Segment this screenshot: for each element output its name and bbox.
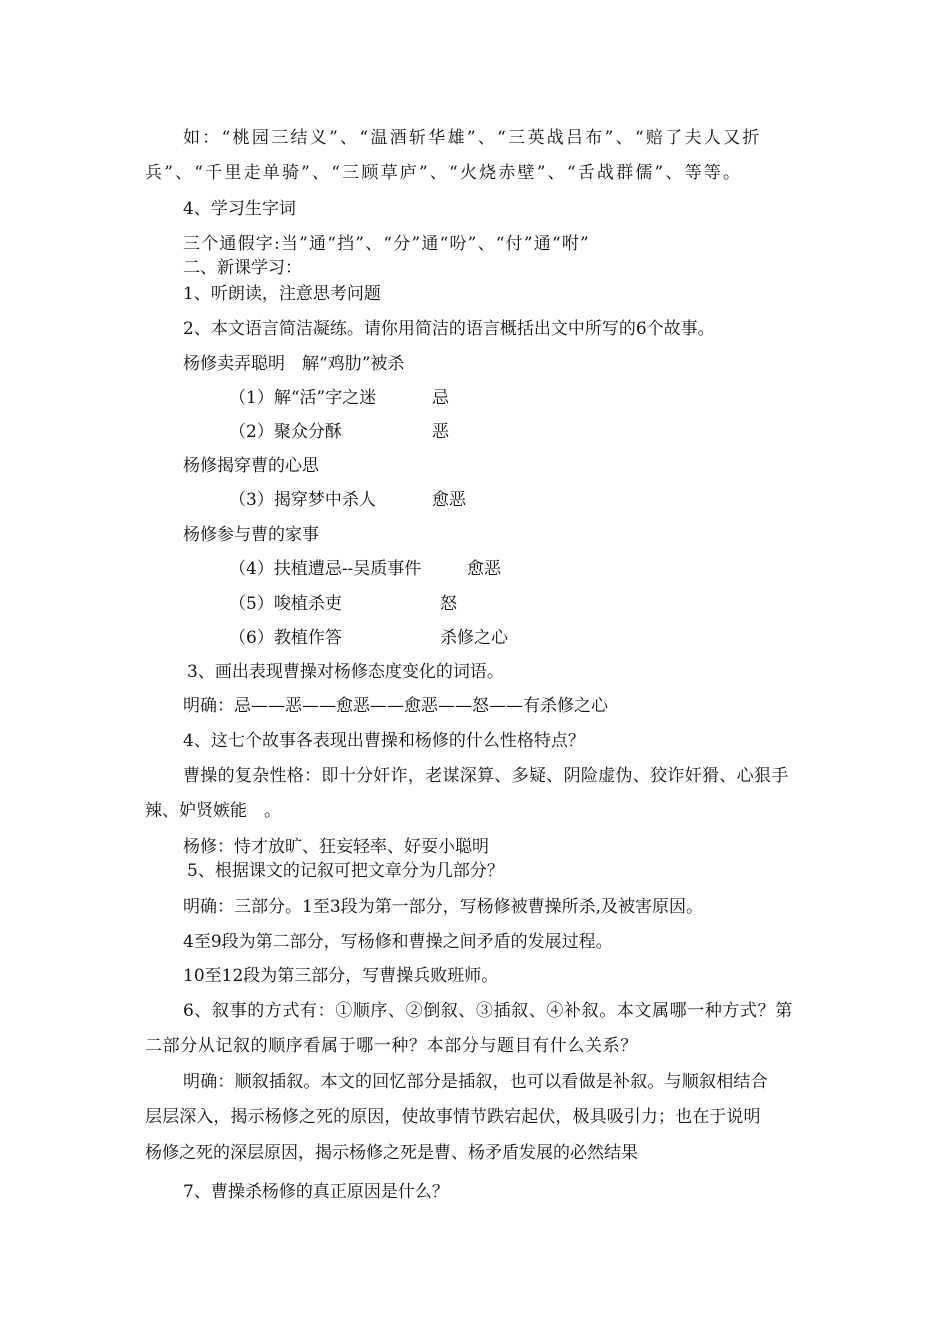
text-line: 2、本文语言简洁凝练。请你用简洁的语言概括出文中所写的6个故事。 [183,319,715,339]
text-line: 明确：忌——恶——愈恶——愈恶——怒——有杀修之心 [183,696,608,716]
attitude-label: 愈恶 [467,559,501,579]
story-item: （2）聚众分酥 [229,422,342,442]
text-line: 4、这七个故事各表现出曹操和杨修的什么性格特点？ [183,731,585,751]
text-line: 杨修之死的深层原因，揭示杨修之死是曹、杨矛盾发展的必然结果 [145,1143,638,1163]
text-line: 曹操的复杂性格：即十分奸诈，老谋深算、多疑、阴险虚伪、狡诈奸猾、心狠手 [183,766,789,786]
text-line: 10至12段为第三部分，写曹操兵败班师。 [183,966,499,986]
text-line: 二部分从记叙的顺序看属于哪一种？本部分与题目有什么关系？ [145,1036,638,1056]
text-line: 明确：顺叙插叙。本文的回忆部分是插叙，也可以看做是补叙。与顺叙相结合 [183,1072,768,1092]
attitude-label: 愈恶 [432,490,466,510]
text-line: 三个通假字:当”通“挡”、“分”通“吩”、“付”通“咐” [183,234,590,254]
text-line: 3、画出表现曹操对杨修态度变化的词语。 [187,662,504,682]
text-line: 层层深入，揭示杨修之死的原因，使故事情节跌宕起伏，极具吸引力；也在于说明 [145,1107,761,1127]
text-line: 1、听朗读，注意思考问题 [183,284,381,304]
attitude-label: 忌 [432,388,449,408]
text-line: 4、学习生字词 [183,199,296,219]
story-item: （3）揭穿梦中杀人 [229,490,376,510]
text-line: 杨修：恃才放旷、狂妄轻率、好耍小聪明 [183,837,489,857]
attitude-label: 怒 [440,594,457,614]
text-line: 杨修参与曹的家事 [183,525,319,545]
section-heading: 二、新课学习： [183,258,302,278]
text-line: 如：“桃园三结义”、“温酒斩华雄”、“三英战吕布”、“赔了夫人又折 [183,128,762,148]
attitude-label: 杀修之心 [440,628,508,648]
text-line: 辣、妒贤嫉能 。 [145,801,281,821]
attitude-label: 恶 [432,422,449,442]
story-item: （1）解“活”字之迷 [229,388,377,408]
text-line: 杨修揭穿曹的心思 [183,456,319,476]
text-line: 4至9段为第二部分，写杨修和曹操之间矛盾的发展过程。 [183,932,613,952]
text-line: 杨修卖弄聪明 解“鸡肋”被杀 [183,354,405,374]
text-line: 明确：三部分。1至3段为第一部分，写杨修被曹操所杀,及被害原因。 [183,897,704,917]
text-line: 5、根据课文的记叙可把文章分为几部分？ [187,861,504,881]
story-item: （6）教植作答 [229,628,342,648]
story-item: （4）扶植遭忌--吴质事件 [229,559,422,579]
story-item: （5）唆植杀吏 [229,594,342,614]
text-line: 兵”、“千里走单骑”、“三顾草庐”、“火烧赤壁”、“舌战群儒”、等等。 [145,163,743,183]
text-line: 7、曹操杀杨修的真正原因是什么？ [183,1182,449,1202]
text-line: 6、叙事的方式有：①顺序、②倒叙、③插叙、④补叙。本文属哪一种方式？第 [183,1001,793,1021]
